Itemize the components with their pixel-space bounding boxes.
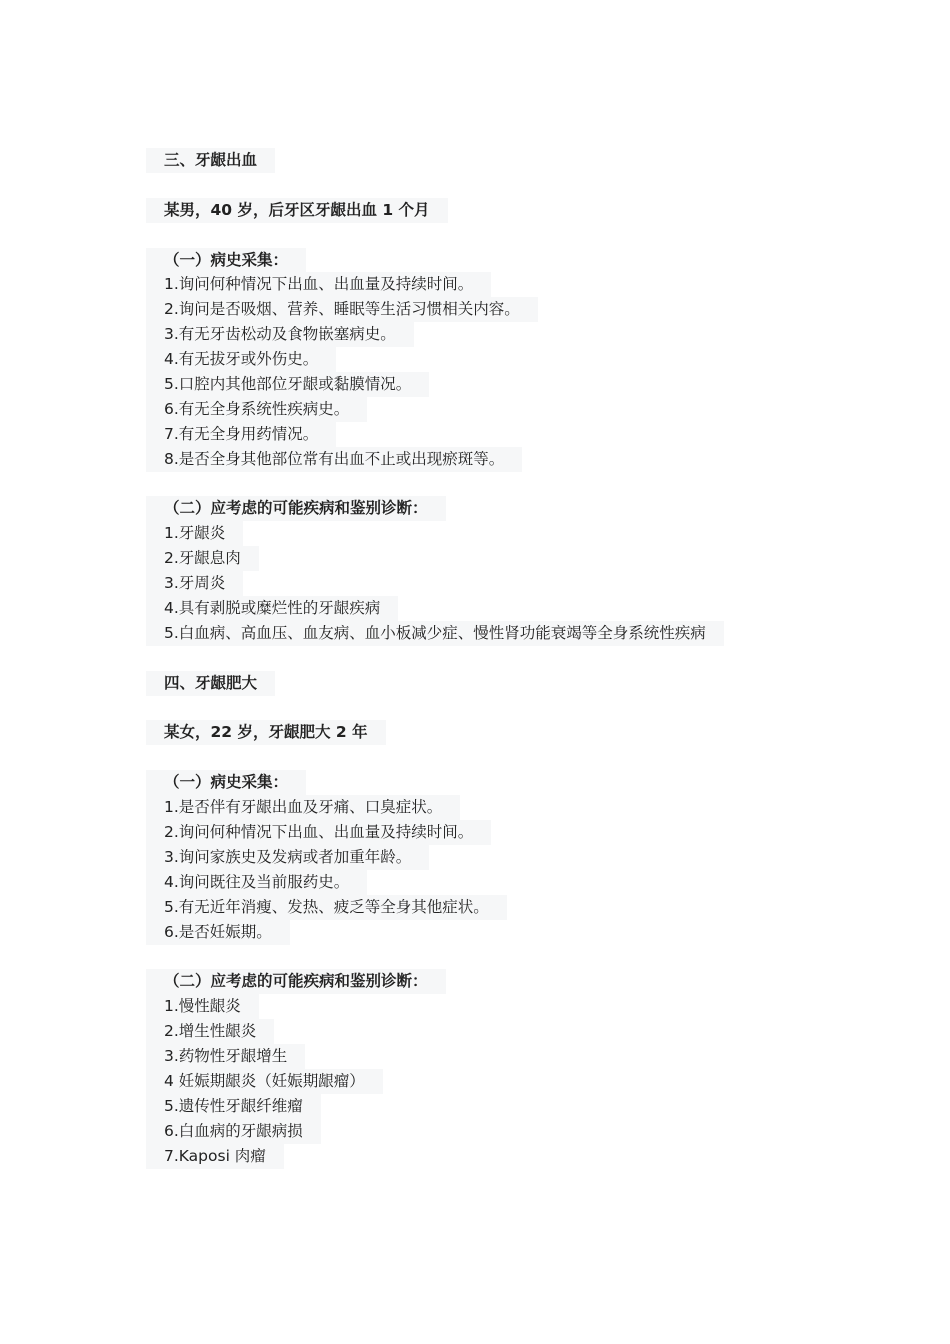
diagnosis-item: 3.药物性牙龈增生	[146, 1044, 846, 1069]
history-item: 6.有无全身系统性疾病史。	[146, 397, 846, 422]
history-item: 7.有无全身用药情况。	[146, 422, 846, 447]
diagnosis-item: 7.Kaposi 肉瘤	[146, 1144, 846, 1169]
history-item: 5.口腔内其他部位牙龈或黏膜情况。	[146, 372, 846, 397]
diagnosis-item: 2.牙龈息肉	[146, 546, 846, 571]
diagnosis-item: 4.具有剥脱或糜烂性的牙龈疾病	[146, 596, 846, 621]
history-item: 1.是否伴有牙龈出血及牙痛、口臭症状。	[146, 795, 846, 820]
history-item: 8.是否全身其他部位常有出血不止或出现瘀斑等。	[146, 447, 846, 472]
diagnosis-item: 2.增生性龈炎	[146, 1019, 846, 1044]
diagnosis-item: 5.白血病、高血压、血友病、血小板减少症、慢性肾功能衰竭等全身系统性疾病	[146, 621, 846, 646]
diagnosis-heading: （二）应考虑的可能疾病和鉴别诊断：	[146, 969, 846, 994]
diagnosis-item: 5.遗传性牙龈纤维瘤	[146, 1094, 846, 1119]
diagnosis-item: 4 妊娠期龈炎（妊娠期龈瘤）	[146, 1069, 846, 1094]
history-item: 3.询问家族史及发病或者加重年龄。	[146, 845, 846, 870]
case-description: 某女，22 岁，牙龈肥大 2 年	[146, 720, 846, 745]
case-description: 某男，40 岁，后牙区牙龈出血 1 个月	[146, 198, 846, 223]
history-item: 5.有无近年消瘦、发热、疲乏等全身其他症状。	[146, 895, 846, 920]
diagnosis-item: 1.慢性龈炎	[146, 994, 846, 1019]
diagnosis-item: 1.牙龈炎	[146, 521, 846, 546]
history-item: 2.询问是否吸烟、营养、睡眠等生活习惯相关内容。	[146, 297, 846, 322]
diagnosis-heading: （二）应考虑的可能疾病和鉴别诊断：	[146, 496, 846, 521]
section-title: 三、牙龈出血	[146, 148, 846, 173]
history-item: 6.是否妊娠期。	[146, 920, 846, 945]
history-item: 4.有无拔牙或外伤史。	[146, 347, 846, 372]
diagnosis-item: 6.白血病的牙龈病损	[146, 1119, 846, 1144]
section-title: 四、牙龈肥大	[146, 671, 846, 696]
history-heading: （一）病史采集：	[146, 770, 846, 795]
history-item: 2.询问何种情况下出血、出血量及持续时间。	[146, 820, 846, 845]
history-item: 3.有无牙齿松动及食物嵌塞病史。	[146, 322, 846, 347]
history-item: 4.询问既往及当前服药史。	[146, 870, 846, 895]
document-body	[146, 148, 846, 1169]
diagnosis-item: 3.牙周炎	[146, 571, 846, 596]
history-item: 1.询问何种情况下出血、出血量及持续时间。	[146, 272, 846, 297]
history-heading: （一）病史采集：	[146, 248, 846, 273]
